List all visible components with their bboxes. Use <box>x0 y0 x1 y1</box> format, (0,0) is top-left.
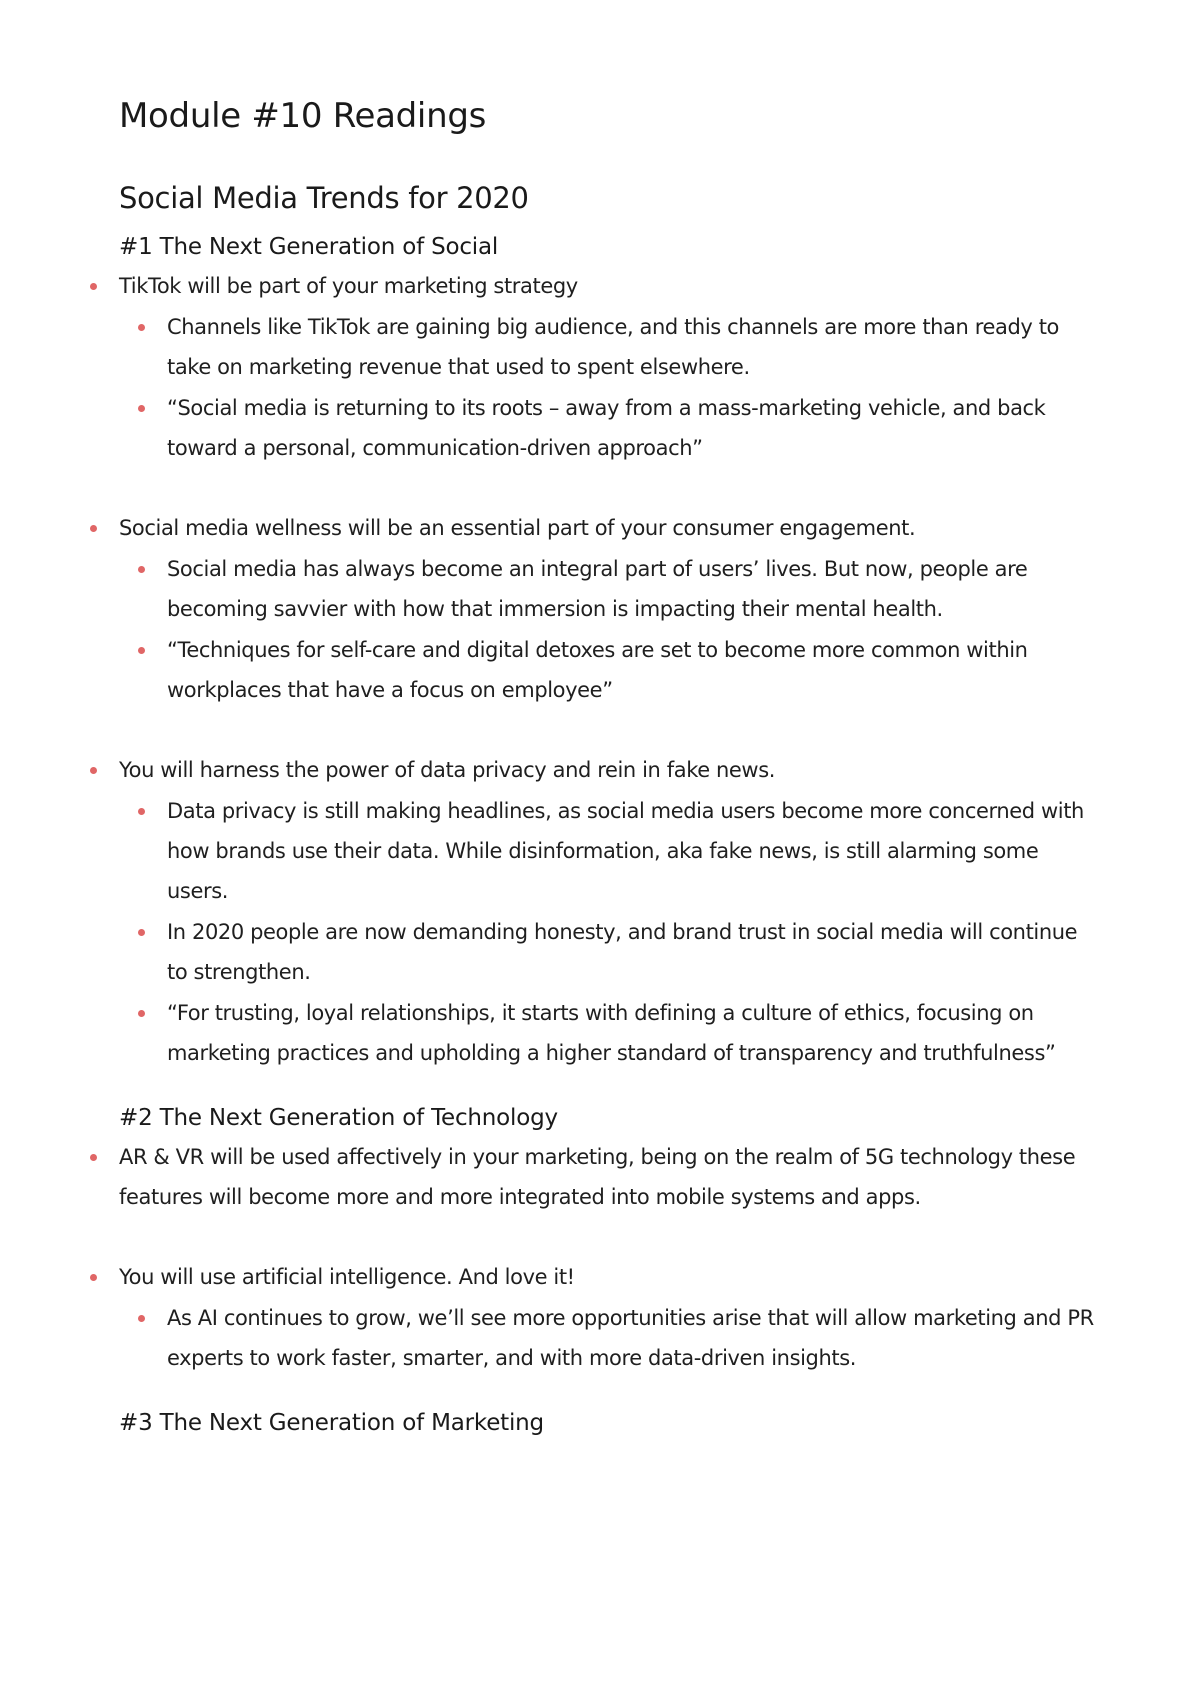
bullet-list <box>119 1137 1099 1378</box>
section-heading: #2 The Next Generation of Technology <box>119 1105 558 1131</box>
sub-list-item <box>167 388 1099 468</box>
list-item <box>119 1257 1099 1378</box>
sub-bullet-list <box>167 1298 1099 1378</box>
sub-list-item-text: Data privacy is still making headlines, as social media users become more concerned with how brands use their data. While disinformation, aka fake news, is still alarming some users. <box>167 799 1084 903</box>
sub-list-item-text: As AI continues to grow, we’ll see more opportunities arise that will allow marketing and PR experts to work faster, smarter, and with more data-driven insights. <box>167 1306 1094 1370</box>
list-item-text: AR & VR will be used affectively in your marketing, being on the realm of 5G technology these features will become more and more integrated into mobile systems and apps. <box>119 1145 1076 1209</box>
list-item-text: You will harness the power of data privacy and rein in fake news. <box>119 758 776 782</box>
section-heading: #3 The Next Generation of Marketing <box>119 1410 544 1436</box>
list-item <box>119 750 1099 1073</box>
sub-list-item-text: “Social media is returning to its roots – away from a mass-marketing vehicle, and back toward a personal, communication-driven approach” <box>167 396 1046 460</box>
sub-list-item-text: Channels like TikTok are gaining big audience, and this channels are more than ready to take on marketing revenue that used to spent elsewhere. <box>167 315 1059 379</box>
sub-bullet-list <box>167 791 1099 1073</box>
list-item-text: TikTok will be part of your marketing strategy <box>119 274 578 298</box>
sub-list-item-text: “For trusting, loyal relationships, it starts with defining a culture of ethics, focusing on marketing practices and upholding a higher standard of transparency and truthfulness” <box>167 1001 1056 1065</box>
list-item-text: Social media wellness will be an essential part of your consumer engagement. <box>119 516 916 540</box>
sub-list-item <box>167 791 1099 911</box>
sub-bullet-list <box>167 549 1099 710</box>
sub-list-item <box>167 549 1099 629</box>
section-heading: #1 The Next Generation of Social <box>119 234 499 260</box>
list-item <box>119 508 1099 710</box>
bullet-list <box>119 266 1099 1073</box>
list-item-text: You will use artificial intelligence. And love it! <box>119 1265 575 1289</box>
list-item <box>119 266 1099 468</box>
page-title: Module #10 Readings <box>119 96 487 136</box>
document-content <box>119 96 1099 1438</box>
sub-list-item <box>167 1298 1099 1378</box>
sub-list-item <box>167 630 1099 710</box>
sub-list-item-text: In 2020 people are now demanding honesty, and brand trust in social media will continue to strengthen. <box>167 920 1078 984</box>
sub-list-item-text: “Techniques for self-care and digital detoxes are set to become more common within workplaces that have a focus on employee” <box>167 638 1028 702</box>
page-subtitle: Social Media Trends for 2020 <box>119 181 529 215</box>
sub-list-item <box>167 912 1099 992</box>
sub-list-item <box>167 993 1099 1073</box>
list-item <box>119 1137 1099 1217</box>
sub-list-item-text: Social media has always become an integral part of users’ lives. But now, people are becoming savvier with how that immersion is impacting their mental health. <box>167 557 1028 621</box>
sub-list-item <box>167 307 1099 387</box>
sub-bullet-list <box>167 307 1099 468</box>
